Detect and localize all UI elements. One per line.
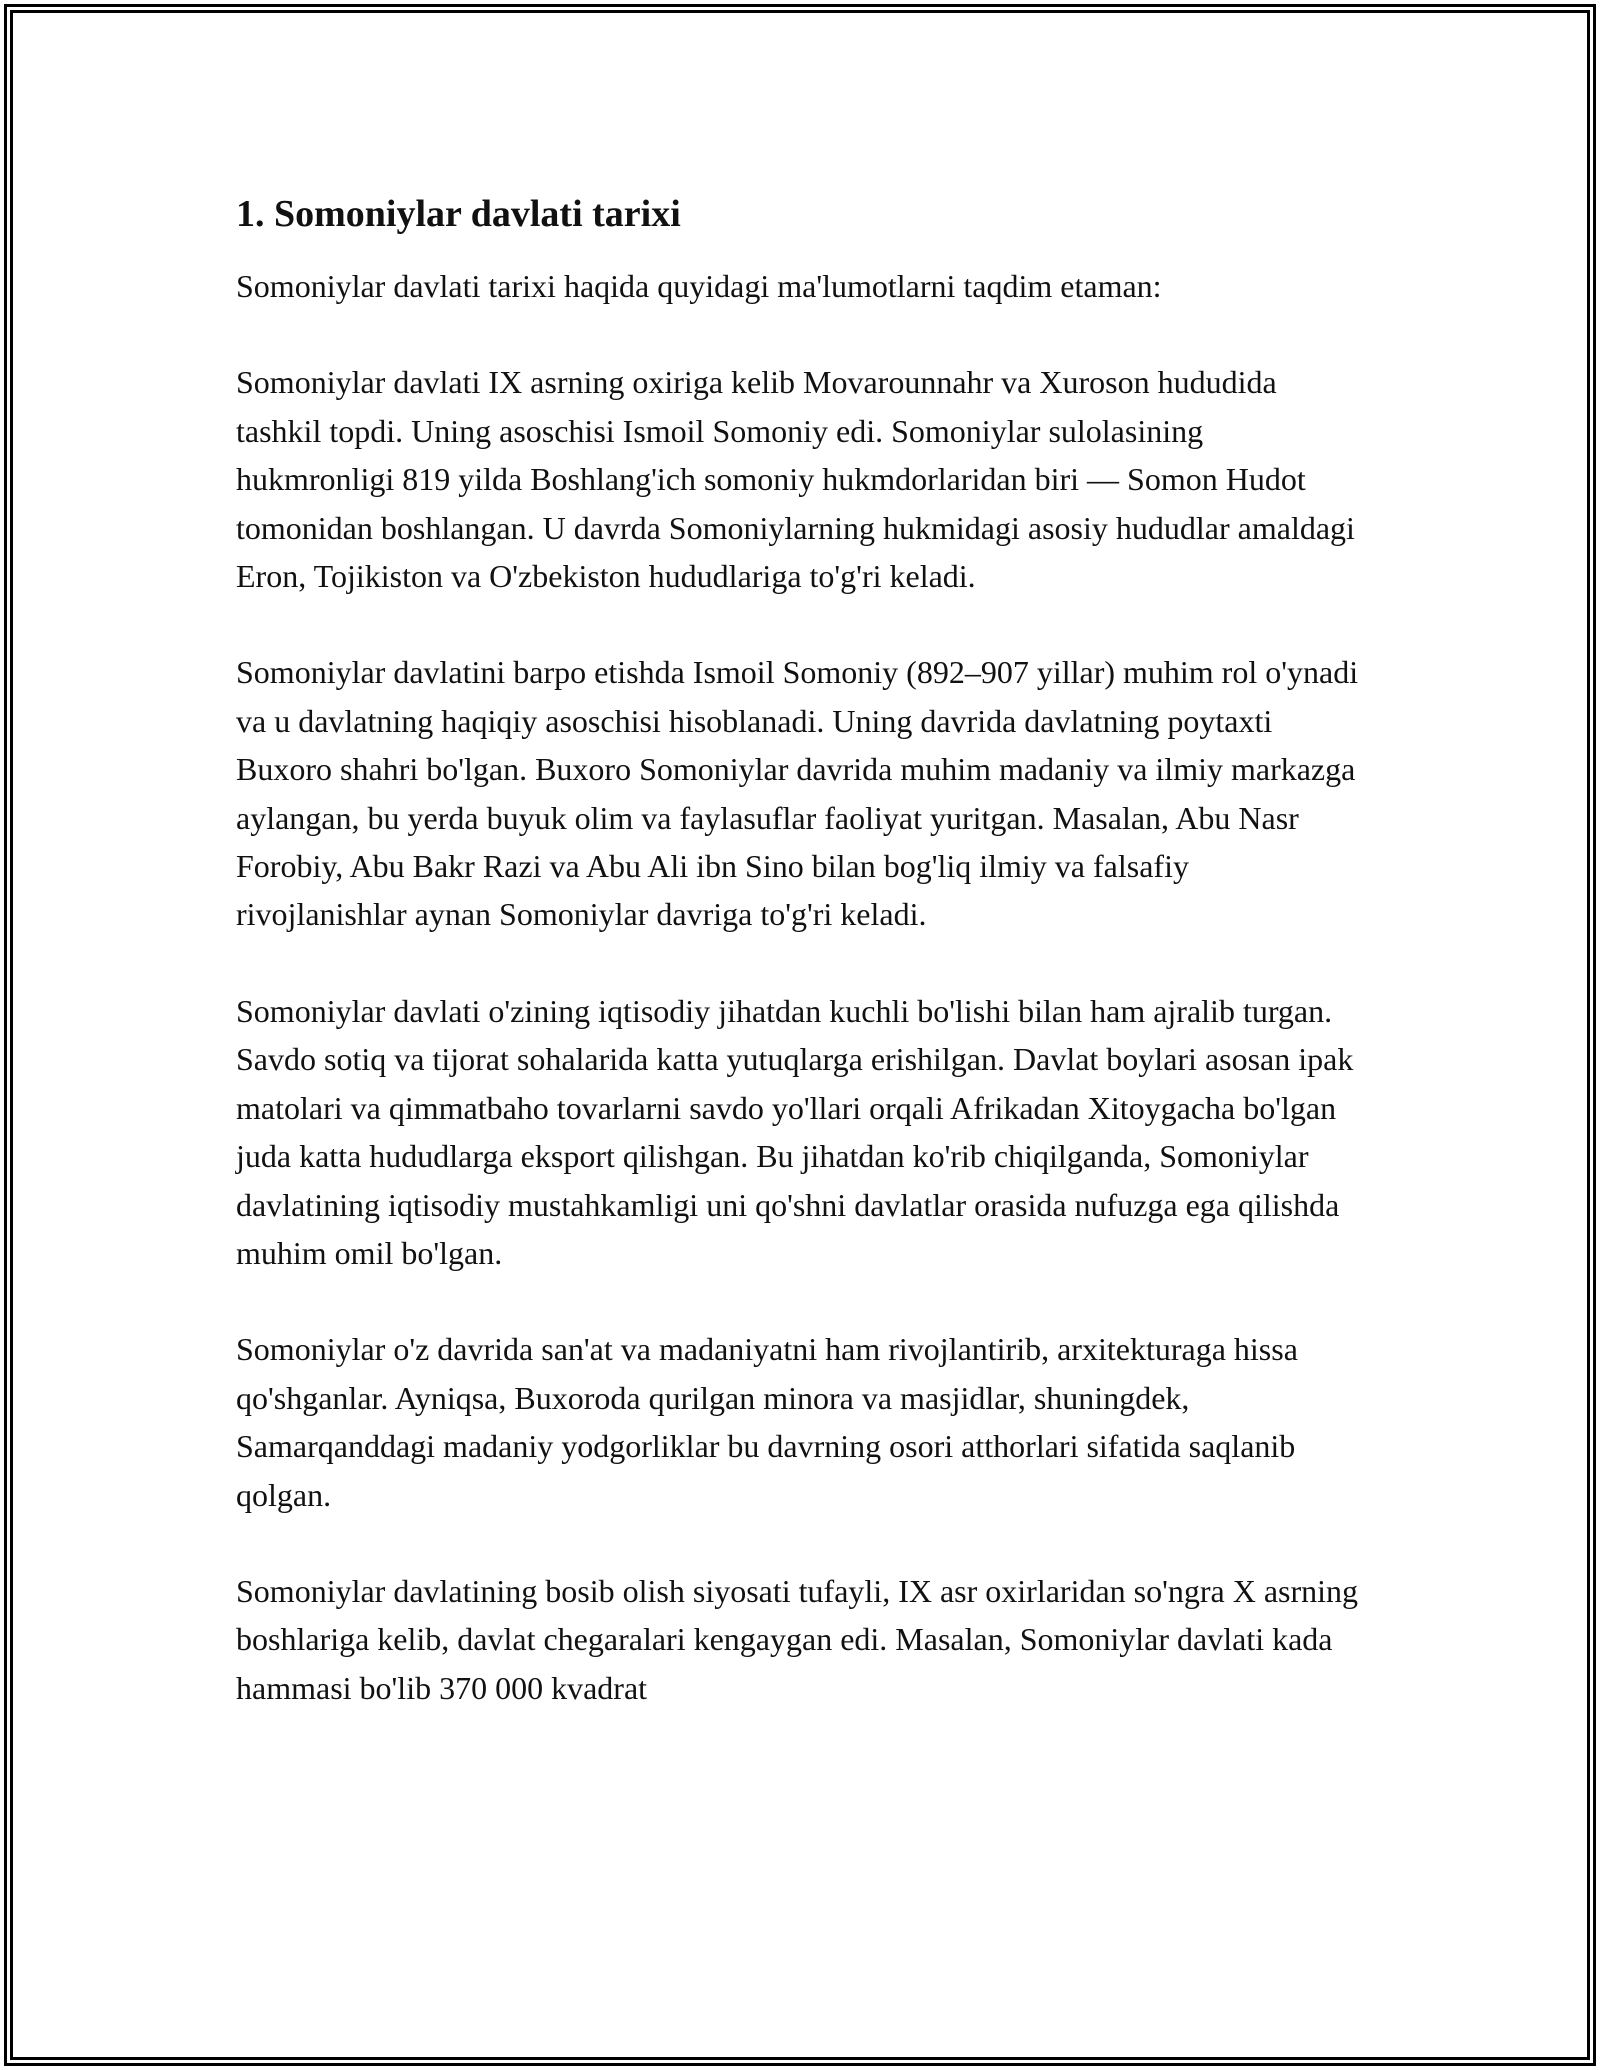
paragraph-ismoil-somoniy: Somoniylar davlatini barpo etishda Ismoil Somoniy (892–907 yillar) muhim rol o'ynadi va u davlatning haqiqiy asoschisi hisoblanadi. Uning davrida davlatning poytaxti Buxoro shahri bo'lgan. Buxoro Somoniylar davrida muhim madaniy va ilmiy markazga aylangan, bu yerda buyuk olim va faylasuflar faoliyat yuritgan. Masalan, Abu Nasr Forobiy, Abu Bakr Razi va Abu Ali ibn Sino bilan bog'liq ilmiy va falsafiy rivojlanishlar aynan Somoniylar davriga to'g'ri keladi. [236, 654, 1359, 933]
paragraph-intro: Somoniylar davlati tarixi haqida quyidagi ma'lumotlarni taqdim etaman: [236, 268, 1162, 304]
paragraph-culture: Somoniylar o'z davrida san'at va madaniyatni ham rivojlantirib, arxitekturaga hissa qo'shganlar. Ayniqsa, Buxoroda qurilgan minora va masjidlar, shuningdek, Samarqanddagi madaniy yodgorliklar bu davrning osori atthorlari sifatida saqlanib qolgan. [236, 1331, 1298, 1513]
paragraph-economy: Somoniylar davlati o'zining iqtisodiy jihatdan kuchli bo'lishi bilan ham ajralib turgan. Savdo sotiq va tijorat sohalarida katta yutuqlarga erishilgan. Davlat boylari asosan ipak matolari va qimmatbaho tovarlarni savdo yo'llari orqali Afrikadan Xitoygacha bo'lgan juda katta hududlarga eksport qilishgan. Bu jihatdan ko'rib chiqilganda, Somoniylar davlatining iqtisodiy mustahkamligi uni qo'shni davlatlar orasida nufuzga ega qilishda muhim omil bo'lgan. [236, 992, 1354, 1271]
paragraph-expansion: Somoniylar davlatining bosib olish siyosati tufayli, IX asr oxirlaridan so'ngra X asrning boshlariga kelib, davlat chegaralari kengaygan edi. Masalan, Somoniylar davlati kada hammasi bo'lib 370 000 kvadrat [236, 1572, 1359, 1706]
document-title: 1. Somoniylar davlati tarixi [236, 193, 681, 235]
paragraph-founding: Somoniylar davlati IX asrning oxiriga kelib Movarounnahr va Xuroson hududida tashkil topdi. Uning asoschisi Ismoil Somoniy edi. Somoniylar sulolasining hukmronligi 819 yilda Boshlang'ich somoniy hukmdorlaridan biri — Somon Hudot tomonidan boshlangan. U davrda Somoniylarning hukmidagi asosiy hududlar amaldagi Eron, Tojikiston va O'zbekiston hududlariga to'g'ri keladi. [236, 364, 1355, 595]
document-body [236, 186, 1366, 1712]
